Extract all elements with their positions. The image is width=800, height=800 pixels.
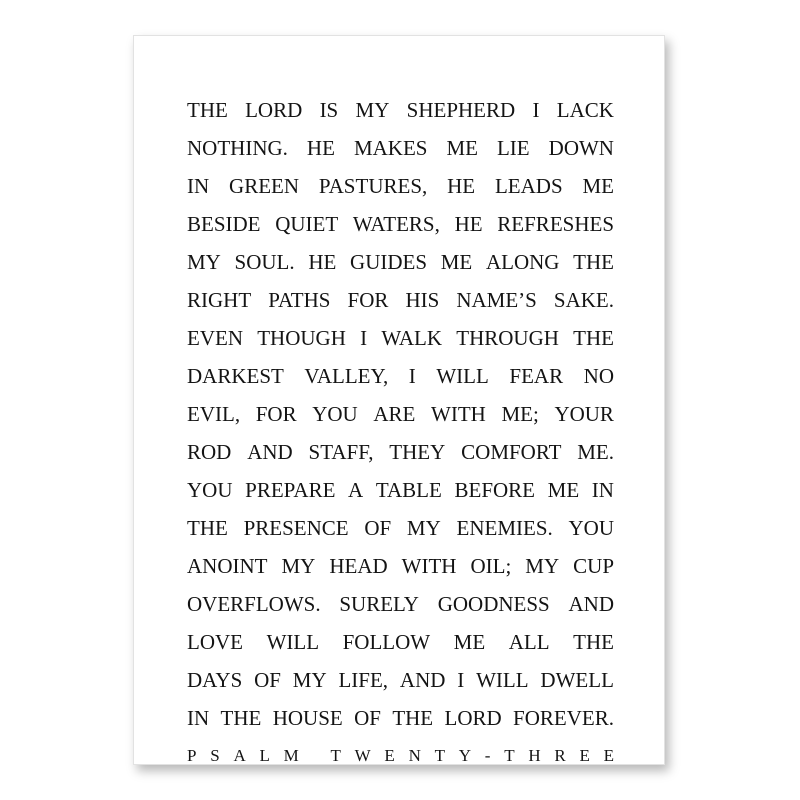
text-line: DARKEST VALLEY, I WILL FEAR NO bbox=[187, 364, 614, 388]
text-line: ANOINT MY HEAD WITH OIL; MY CUP bbox=[187, 554, 614, 578]
text-line: OVERFLOWS. SURELY GOODNESS AND bbox=[187, 592, 614, 616]
psalm-text bbox=[187, 91, 614, 775]
text-line: BESIDE QUIET WATERS, HE REFRESHES bbox=[187, 212, 614, 236]
text-line: THE LORD IS MY SHEPHERD I LACK bbox=[187, 98, 614, 122]
text-line: ROD AND STAFF, THEY COMFORT ME. bbox=[187, 440, 614, 464]
text-line: THE PRESENCE OF MY ENEMIES. YOU bbox=[187, 516, 614, 540]
poster-print bbox=[133, 35, 665, 765]
text-line: DAYS OF MY LIFE, AND I WILL DWELL bbox=[187, 668, 614, 692]
text-line: IN GREEN PASTURES, HE LEADS ME bbox=[187, 174, 614, 198]
text-line: IN THE HOUSE OF THE LORD FOREVER. bbox=[187, 706, 614, 730]
text-line: EVIL, FOR YOU ARE WITH ME; YOUR bbox=[187, 402, 614, 426]
text-line: LOVE WILL FOLLOW ME ALL THE bbox=[187, 630, 614, 654]
text-line: RIGHT PATHS FOR HIS NAME’S SAKE. bbox=[187, 288, 614, 312]
text-line: MY SOUL. HE GUIDES ME ALONG THE bbox=[187, 250, 614, 274]
text-line: EVEN THOUGH I WALK THROUGH THE bbox=[187, 326, 614, 350]
text-line: NOTHING. HE MAKES ME LIE DOWN bbox=[187, 136, 614, 160]
psalm-signature: P S A L M T W E N T Y - T H R E E bbox=[187, 746, 614, 765]
text-line: YOU PREPARE A TABLE BEFORE ME IN bbox=[187, 478, 614, 502]
